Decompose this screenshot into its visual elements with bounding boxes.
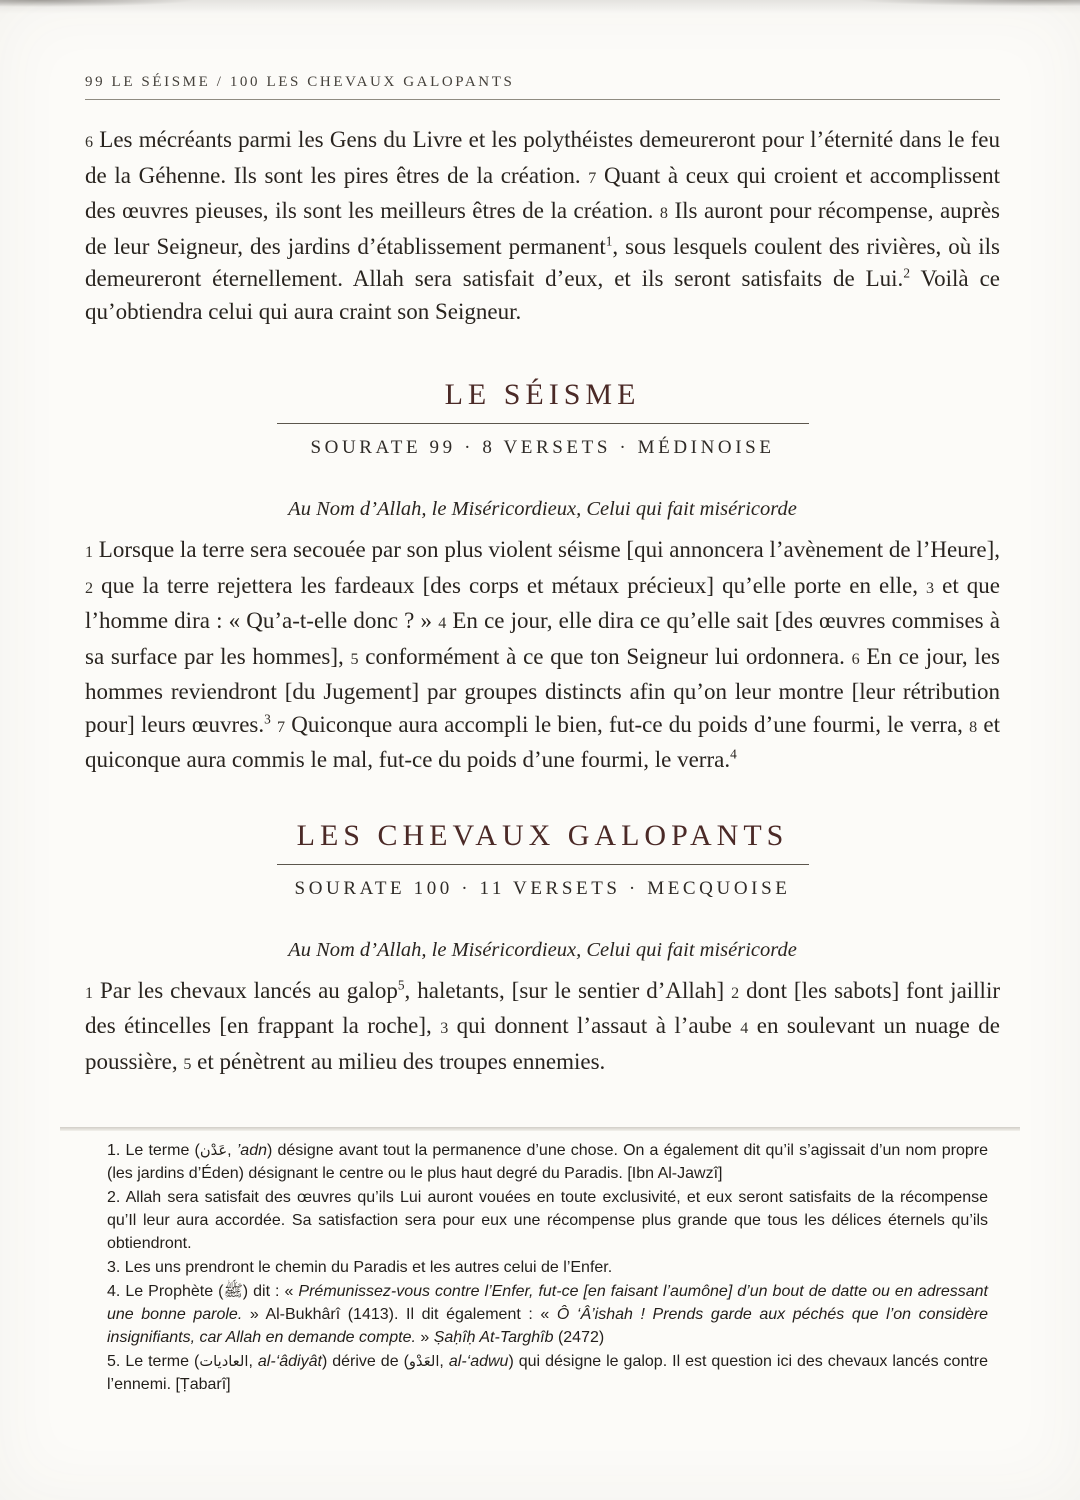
footnote-reference: 4 — [730, 746, 737, 762]
text-run: Lorsque la terre sera secouée par son plus violent séisme [qui annoncera l’avènement de l’Heure], — [93, 537, 1000, 562]
text-run: , sous lesquels coulent des rivières, où ils demeureront éternellement. Allah sera satisfait d’eux, et ils seront satisfaits de Lui. — [85, 233, 1000, 291]
verse-number: 2 — [85, 579, 94, 597]
verse-number: 8 — [969, 718, 978, 736]
text-run: qui donnent l’assaut à l’aube — [448, 1013, 741, 1038]
surah-100-verses — [85, 975, 1000, 1082]
italic-text: Ṣaḥîḥ At-Targhîb — [433, 1329, 554, 1346]
text-run: , — [439, 1353, 449, 1370]
text-run: 1. Le terme ( — [107, 1142, 200, 1159]
surah-100-title-rule — [277, 864, 809, 865]
footnote-reference: 3 — [264, 710, 271, 726]
text-run: 5. Le terme ( — [107, 1353, 200, 1370]
verse-number: 2 — [731, 984, 740, 1002]
verse-number: 7 — [276, 718, 286, 736]
text-run: 3. Les uns prendront le chemin du Paradis et les autres celui de l’Enfer. — [107, 1259, 613, 1276]
text-run: , — [227, 1142, 237, 1159]
surah-100-title: LES CHEVAUX GALOPANTS — [296, 818, 789, 852]
verse-number: 3 — [926, 579, 935, 597]
verse-number: 1 — [85, 984, 94, 1002]
text-run: , — [248, 1353, 258, 1370]
arabic-term: العَدْو — [408, 1353, 440, 1370]
italic-text: al-‘adwu — [448, 1353, 509, 1370]
footnote-reference: 1 — [605, 232, 613, 248]
surah-99-subtitle: SOURATE 99 · 8 VERSETS · MÉDINOISE — [310, 437, 775, 458]
arabic-term: العاديات — [199, 1353, 249, 1370]
footnotes-section — [107, 1139, 988, 1396]
text-run: Quant à ceux qui croient et accomplissent des œuvres pieuses, ils sont les meilleurs êtres de la création. — [85, 162, 1000, 223]
verse-number: 7 — [588, 169, 597, 187]
text-run: ) désigne avant tout la permanence d’une chose. On a également dit qu’il s’agissait d’un nom propre (les jardins d’Éden) désignant le centre ou le plus haut degré du Paradis. [Ibn Al-Jawzî] — [107, 1142, 988, 1182]
verse-number: 1 — [85, 544, 94, 561]
text-run: dont [les sabots] font jaillir des étincelles [en frappant la roche], — [85, 977, 1000, 1038]
footnote-reference: 5 — [397, 976, 405, 992]
surah-99-header — [85, 378, 1000, 460]
previous-surah-ending-paragraph — [85, 124, 1000, 328]
footnote-5 — [107, 1350, 988, 1396]
footnote-3 — [107, 1256, 988, 1279]
surah-100-subtitle: SOURATE 100 · 11 VERSETS · MECQUOISE — [294, 877, 791, 899]
footnote-reference: 2 — [903, 265, 910, 281]
text-run: En ce jour, les hommes reviendront [du Jugement] par groupes distincts afin qu’on leur montre [leur rétribution pour] leurs œuvres. — [85, 643, 1000, 737]
running-head-rule — [85, 99, 1000, 100]
footnote-separator-rule — [60, 1127, 1020, 1131]
surah-100-header — [85, 819, 1000, 901]
text-run: (2472) — [553, 1329, 605, 1346]
verse-number: 5 — [350, 650, 359, 668]
verse-number: 4 — [740, 1020, 749, 1037]
text-run: Voilà ce qu’obtiendra celui qui aura craint son Seigneur. — [85, 266, 1000, 324]
text-run: ) dérive de ( — [321, 1353, 409, 1370]
surah-99-title: LE SÉISME — [444, 378, 641, 411]
verse-number: 8 — [659, 205, 668, 222]
verse-number: 6 — [85, 134, 94, 151]
italic-text: Ô ‘Â’ishah ! Prends garde aux péchés que l’on considère insignifiants, car Allah en demande compte. — [107, 1306, 989, 1346]
verse-number: 6 — [851, 650, 860, 668]
surah-99-verses — [85, 534, 1000, 777]
text-run: et quiconque aura commis le mal, fut-ce du poids d’une fourmi, le verra. — [85, 711, 1000, 772]
text-run: que la terre rejettera les fardeaux [des corps et métaux précieux] qu’elle porte en elle, — [93, 572, 927, 598]
italic-text: Prémunissez-vous contre l’Enfer, fut-ce [en faisant l’aumône] d’un bout de datte ou en adressant une bonne parole. — [107, 1283, 988, 1323]
text-run: ) qui désigne le galop. Il est question ici des chevaux lancés contre l’ennemi. [Ṭabarî] — [107, 1353, 989, 1393]
surah-100-bismillah: Au Nom d’Allah, le Miséricordieux, Celui qui fait miséricorde — [288, 938, 797, 961]
text-run: 2. Allah sera satisfait des œuvres qu’ils Lui auront vouées en toute exclusivité, et eux seront satisfaits de la récompense qu’Il leur aura accordée. Sa satisfaction sera pour eux une récompense plus grande que tous les délices éternels qu’ils obtiendront. — [107, 1189, 988, 1252]
italic-text: al-‘âdiyât — [257, 1353, 322, 1370]
verse-number: 5 — [183, 1055, 192, 1073]
text-run: et pénètrent au milieu des troupes ennemies. — [191, 1048, 606, 1074]
verse-number: 4 — [438, 615, 447, 632]
surah-99-title-rule — [277, 423, 809, 424]
text-run: , haletants, [sur le sentier d’Allah] — [404, 977, 732, 1003]
text-run: » — [415, 1329, 434, 1346]
text-run: Par les chevaux lancés au galop — [93, 977, 398, 1003]
footnote-1 — [107, 1139, 988, 1185]
text-run: Quiconque aura accompli le bien, fut-ce du poids d’une fourmi, le verra, — [285, 711, 970, 737]
running-head: 99 LE SÉISME / 100 LES CHEVAUX GALOPANTS — [85, 74, 515, 90]
verse-number: 3 — [440, 1020, 449, 1037]
text-run: En ce jour, elle dira ce qu’elle sait [des œuvres commises à sa surface par les hommes], — [85, 608, 1000, 669]
text-run: conformément à ce que ton Seigneur lui ordonnera. — [358, 643, 852, 669]
footnote-4 — [107, 1280, 988, 1349]
text-run: en soulevant un nuage de poussière, — [85, 1013, 1001, 1074]
italic-text: ’adn — [236, 1142, 267, 1159]
footnote-2 — [107, 1186, 988, 1255]
text-run: » Al-Bukhârî (1413). Il dit également : « — [242, 1306, 557, 1323]
text-run: Les mécréants parmi les Gens du Livre et les polythéistes demeureront pour l’éternité dans le feu de la Géhenne. Ils sont les pires êtres de la création. — [85, 127, 1000, 188]
surah-99-bismillah: Au Nom d’Allah, le Miséricordieux, Celui qui fait miséricorde — [288, 498, 797, 520]
scan-artifact — [0, 0, 1080, 14]
arabic-term: عَدْن — [199, 1142, 228, 1159]
text-run: Ils auront pour récompense, auprès de leur Seigneur, des jardins d’établissement permanent — [85, 198, 1001, 259]
text-run: 4. Le Prophète (ﷺ) dit : « — [107, 1283, 299, 1300]
text-run: et que l’homme dira : « Qu’a-t-elle donc ? » — [85, 572, 1000, 633]
